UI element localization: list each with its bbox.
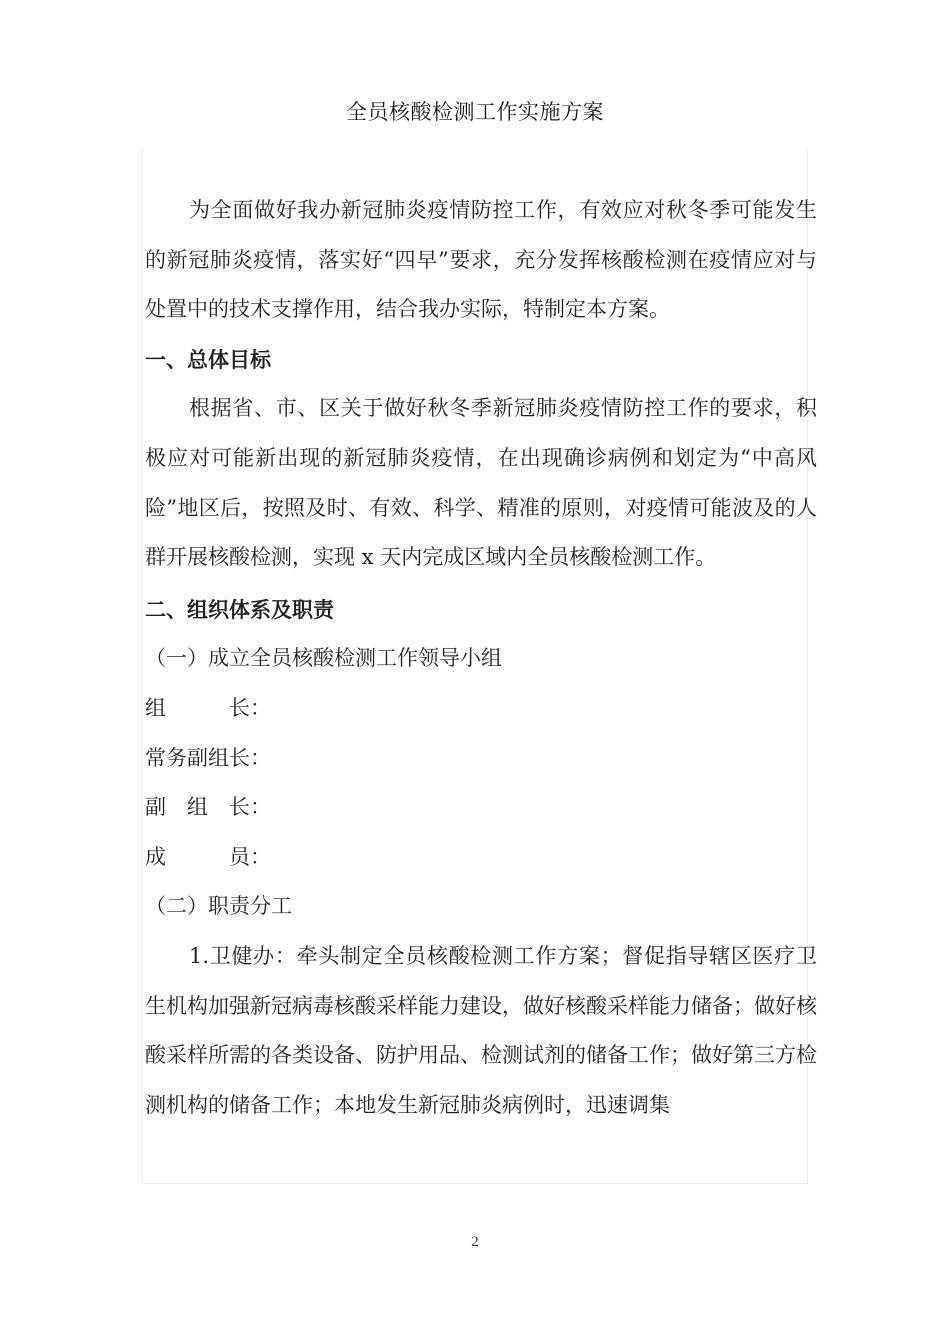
- role-member: 成 员：: [145, 844, 271, 869]
- role-leader: 组 长：: [145, 695, 271, 720]
- section-1-heading: 一、总体目标: [145, 346, 271, 372]
- subsection-2-heading: （二）职责分工: [145, 894, 292, 919]
- section-1-body: 根据省、市、区关于做好秋冬季新冠肺炎疫情防控工作的要求，积极应对可能新出现的新冠肺炎疫情，在出现确诊病例和划定为“中高风险”地区后，按照及时、有效、科学、精准的原则，对疫情可能波及的人群开展核酸检测，实现 x 天内完成区域内全员核酸检测工作。: [145, 396, 817, 570]
- document-title: 全员核酸检测工作实施方案: [346, 100, 604, 124]
- intro-paragraph: 为全面做好我办新冠肺炎疫情防控工作，有效应对秋冬季可能发生的新冠肺炎疫情，落实好“四早”要求，充分发挥核酸检测在疫情应对与处置中的技术支撑作用，结合我办实际，特制定本方案。: [145, 198, 817, 322]
- page-number: 2: [471, 1234, 479, 1250]
- subsection-1-heading: （一）成立全员核酸检测工作领导小组: [145, 646, 502, 671]
- document-body: [145, 186, 817, 1130]
- section-2-heading: 二、组织体系及职责: [145, 596, 334, 622]
- role-deputy: 副 组 长：: [145, 795, 271, 820]
- duty-1-paragraph: 1.卫健办：牵头制定全员核酸检测工作方案；督促指导辖区医疗卫生机构加强新冠病毒核酸采样能力建设，做好核酸采样能力储备；做好核酸采样所需的各类设备、防护用品、检测试剂的储备工作；做好第三方检测机构的储备工作；本地发生新冠肺炎病例时，迅速调集: [145, 943, 817, 1117]
- role-executive-deputy: 常务副组长：: [145, 745, 271, 770]
